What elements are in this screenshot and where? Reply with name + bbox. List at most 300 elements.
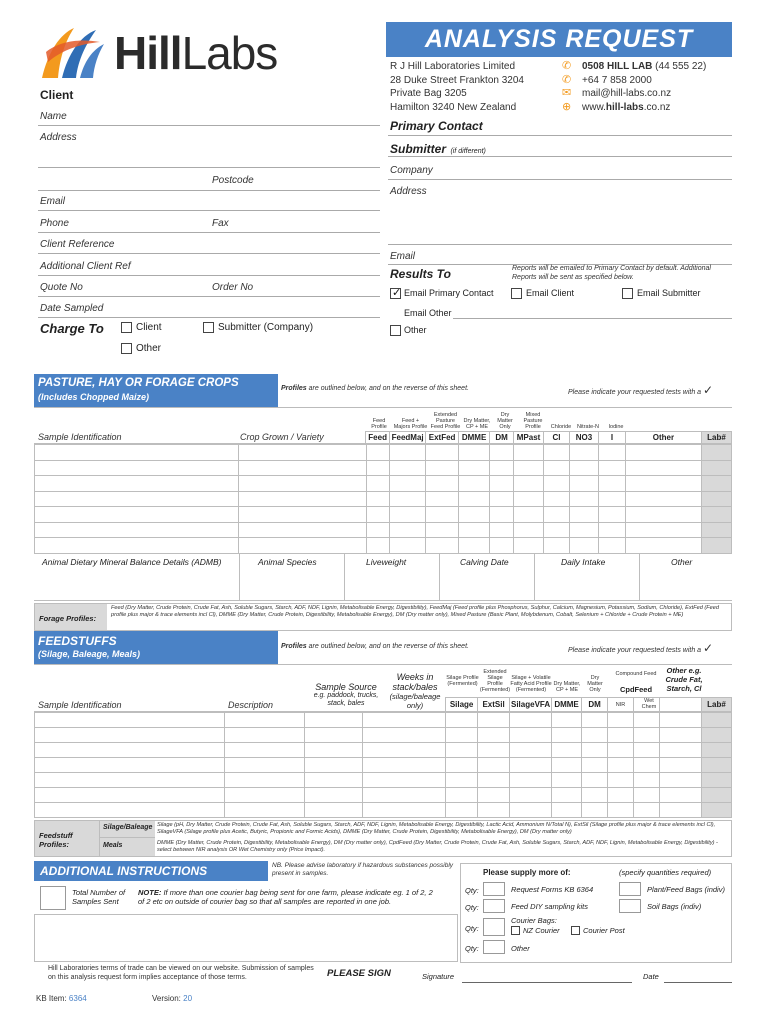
sample-cell[interactable] <box>238 507 366 523</box>
sample-cell[interactable] <box>390 522 426 538</box>
sample-cell[interactable] <box>544 460 570 476</box>
sample-cell[interactable] <box>634 773 660 788</box>
sample-cell[interactable] <box>304 773 362 788</box>
quote-no-label: Quote No <box>40 282 83 293</box>
col-desc-dmme: Dry Matter, CP + ME <box>463 418 491 430</box>
col-desc-feed: Feed Profile <box>371 418 387 430</box>
col-desc-cl: Chloride <box>550 424 572 430</box>
sample-cell[interactable] <box>478 758 510 773</box>
specify-note: (specify quantities required) <box>619 868 712 877</box>
col-desc-iodine: Iodine <box>608 424 624 430</box>
courier-post-checkbox[interactable] <box>571 926 580 935</box>
qty-diy-kits[interactable] <box>483 899 505 913</box>
sample-cell[interactable] <box>390 491 426 507</box>
sample-cell[interactable] <box>304 728 362 743</box>
signature-label: Signature <box>422 972 455 981</box>
sample-cell[interactable] <box>446 758 478 773</box>
pc-email-label: Email <box>390 251 416 262</box>
sample-cell[interactable] <box>490 491 514 507</box>
sample-cell[interactable] <box>599 460 626 476</box>
sample-cell[interactable] <box>238 538 366 554</box>
sample-row <box>35 460 732 476</box>
sample-cell[interactable] <box>35 476 239 492</box>
sample-cell[interactable] <box>426 491 459 507</box>
qty-plant-bags[interactable] <box>619 882 641 896</box>
lab-number-cell <box>701 713 731 728</box>
additional-client-ref-label: Additional Client Ref <box>40 261 131 272</box>
sample-cell[interactable] <box>660 773 702 788</box>
sample-cell[interactable] <box>224 788 304 803</box>
sample-cell[interactable] <box>459 507 490 523</box>
sample-cell[interactable] <box>634 788 660 803</box>
sample-cell[interactable] <box>490 445 514 461</box>
sample-cell[interactable] <box>570 522 599 538</box>
sample-cell[interactable] <box>634 713 660 728</box>
email-primary-contact-checkbox[interactable] <box>390 288 401 299</box>
sample-cell[interactable] <box>446 773 478 788</box>
sample-cell[interactable] <box>582 788 608 803</box>
meals-profile-text: DMME (Dry Matter, Crude Protein, Digestibility, Metabolisable Energy), DM (Dry matter only), CpdFeed (Dry Matter, Crude Protein, Crude Fat, Ash, Soluble Sugars, Starch, ADF, NDF, Lignin, Metabolisable Energy, Digestibility) - select between NIR analysis OR Wet Chemistry only (Price Impact). <box>157 840 718 853</box>
sample-cell[interactable] <box>35 728 225 743</box>
analysis-request-banner <box>386 22 732 57</box>
website-link[interactable]: www.hill-labs.co.nz <box>582 101 671 113</box>
sample-cell[interactable] <box>304 758 362 773</box>
code-fother <box>659 698 701 712</box>
sample-cell[interactable] <box>582 773 608 788</box>
pasture-title: PASTURE, HAY OR FORAGE CROPS <box>38 377 239 389</box>
sample-cell[interactable] <box>634 803 660 818</box>
feed-code-table <box>34 697 732 712</box>
email-label: Email <box>40 196 66 207</box>
code-fdmme: DMME <box>552 698 582 712</box>
sample-cell[interactable] <box>510 803 552 818</box>
sample-cell[interactable] <box>390 538 426 554</box>
sample-cell[interactable] <box>238 522 366 538</box>
sample-cell[interactable] <box>660 788 702 803</box>
sample-cell[interactable] <box>224 773 304 788</box>
sample-cell[interactable] <box>514 538 544 554</box>
tick-icon: ✓ <box>703 383 714 397</box>
code-mpast: MPast <box>514 432 544 444</box>
sample-cell[interactable] <box>35 522 239 538</box>
qty-soil-bags[interactable] <box>619 899 641 913</box>
sample-cell[interactable] <box>599 507 626 523</box>
sample-cell[interactable] <box>608 758 634 773</box>
qty-other[interactable] <box>483 940 505 954</box>
sample-row <box>35 713 732 728</box>
col-desc-dm: Dry Matter Only <box>497 412 513 430</box>
sample-cell[interactable] <box>660 743 702 758</box>
sample-row <box>35 758 732 773</box>
sample-cell[interactable] <box>599 522 626 538</box>
sample-cell[interactable] <box>366 491 390 507</box>
weeks-header: Weeks in stack/bales (silage/baleage only) <box>389 672 441 710</box>
feedstuffs-title: FEEDSTUFFS <box>38 634 117 648</box>
code-feedmaj: FeedMaj <box>391 433 424 442</box>
sample-cell[interactable] <box>459 476 490 492</box>
sample-row <box>35 728 732 743</box>
sample-cell[interactable] <box>366 507 390 523</box>
lab-number-cell <box>701 803 731 818</box>
lab-number-cell <box>701 788 731 803</box>
pasture-subtitle: (Includes Chopped Maize) <box>38 392 150 402</box>
date-sampled-label: Date Sampled <box>40 303 104 314</box>
email-submitter-label: Email Submitter <box>637 288 701 298</box>
sample-cell[interactable] <box>362 773 446 788</box>
request-forms-label: Request Forms KB 6364 <box>511 885 594 894</box>
sample-cell[interactable] <box>478 803 510 818</box>
sample-cell[interactable] <box>660 803 702 818</box>
sample-cell[interactable] <box>608 788 634 803</box>
charge-other-checkbox[interactable] <box>121 343 132 354</box>
hill-labs-logo <box>38 22 308 84</box>
sample-cell[interactable] <box>552 743 582 758</box>
feed-sample-id-header: Sample Identification <box>38 700 122 710</box>
code-silage: Silage <box>446 698 478 712</box>
sample-cell[interactable] <box>510 728 552 743</box>
sample-cell[interactable] <box>362 803 446 818</box>
additional-banner <box>34 861 268 881</box>
email-link[interactable]: mail@hill-labs.co.nz <box>582 88 672 99</box>
col-desc-extsil: Extended Silage Profile (Fermented) <box>479 669 511 693</box>
sample-cell[interactable] <box>390 445 426 461</box>
col-desc-wetchem: Wet Chem <box>641 698 657 710</box>
sample-row <box>35 445 732 461</box>
lab-number-cell <box>701 758 731 773</box>
col-desc-other: Other e.g. Crude Fat, Starch, Cl <box>665 666 703 693</box>
sample-cell[interactable] <box>608 743 634 758</box>
sample-cell[interactable] <box>626 507 702 523</box>
feedstuff-profiles-box <box>34 820 732 857</box>
sample-cell[interactable] <box>544 507 570 523</box>
other-supply-label: Other <box>511 944 530 953</box>
sample-cell[interactable] <box>660 728 702 743</box>
charge-client-label: Client <box>136 322 162 333</box>
postcode-label: Postcode <box>212 175 254 186</box>
logo-text-bold: Hill <box>114 27 182 79</box>
sample-cell[interactable] <box>514 507 544 523</box>
lab-number-cell <box>701 491 731 507</box>
sample-cell[interactable] <box>304 803 362 818</box>
qty-request-forms[interactable] <box>483 882 505 896</box>
sample-cell[interactable] <box>35 460 239 476</box>
sample-cell[interactable] <box>446 803 478 818</box>
code-silagevfa: SilageVFA <box>510 698 552 712</box>
pasture-sample-table <box>34 431 732 444</box>
sample-cell[interactable] <box>608 713 634 728</box>
email-client-checkbox[interactable] <box>511 288 522 299</box>
submitter-label: Submitter <box>390 142 447 156</box>
results-note: Reports will be emailed to Primary Contact by default. Additional Reports will be sent as specified below. <box>512 265 711 281</box>
sample-cell[interactable] <box>634 743 660 758</box>
sample-cell[interactable] <box>626 522 702 538</box>
sample-cell[interactable] <box>514 491 544 507</box>
lab-number-cell <box>701 476 731 492</box>
sample-cell[interactable] <box>478 728 510 743</box>
sample-cell[interactable] <box>366 476 390 492</box>
sample-cell[interactable] <box>35 803 225 818</box>
code-lab: Lab# <box>701 432 731 444</box>
sample-cell[interactable] <box>544 445 570 461</box>
sample-cell[interactable] <box>490 522 514 538</box>
email-submitter-checkbox[interactable] <box>622 288 633 299</box>
admb-label: Animal Dietary Mineral Balance Details (ADMB) <box>42 557 222 567</box>
sample-cell[interactable] <box>582 728 608 743</box>
charge-client-checkbox[interactable] <box>121 322 132 333</box>
sample-cell[interactable] <box>362 788 446 803</box>
sample-cell[interactable] <box>238 460 366 476</box>
sample-cell[interactable] <box>366 460 390 476</box>
qty-label: Qty: <box>465 924 479 933</box>
col-desc-fdmme: Dry Matter, CP + ME <box>553 681 581 693</box>
sample-cell[interactable] <box>446 788 478 803</box>
sample-cell[interactable] <box>304 743 362 758</box>
qty-label: Qty: <box>465 944 479 953</box>
pasture-indicate: Please indicate your requested tests with a ✓ <box>568 383 714 397</box>
sample-cell[interactable] <box>660 713 702 728</box>
sample-cell[interactable] <box>426 538 459 554</box>
sample-cell[interactable] <box>224 803 304 818</box>
sample-row <box>35 803 732 818</box>
calving-date-label: Calving Date <box>460 557 509 567</box>
sample-cell[interactable] <box>478 773 510 788</box>
qty-label: Qty: <box>465 903 479 912</box>
sample-cell[interactable] <box>35 713 225 728</box>
sample-cell[interactable] <box>224 728 304 743</box>
nz-courier-label: NZ Courier <box>523 926 560 935</box>
sample-cell[interactable] <box>366 522 390 538</box>
courier-bags-label: Courier Bags: <box>511 916 557 925</box>
animal-species-label: Animal Species <box>258 557 317 567</box>
sample-cell[interactable] <box>552 803 582 818</box>
lab-address <box>390 60 524 114</box>
address-line: Hamilton 3240 New Zealand <box>390 101 517 113</box>
logo-swoosh-icon <box>38 22 118 84</box>
sample-cell[interactable] <box>510 713 552 728</box>
sample-cell[interactable] <box>660 758 702 773</box>
total-samples-box[interactable] <box>40 886 66 910</box>
sample-cell[interactable] <box>608 803 634 818</box>
code-other: Other <box>625 432 701 444</box>
sample-cell[interactable] <box>224 743 304 758</box>
sample-cell[interactable] <box>224 758 304 773</box>
other-results-checkbox[interactable] <box>390 325 401 336</box>
courier-note: NOTE: If more than one courier bag being sent for one farm, please indicate eg. 1 of 2, 2 of 2 etc on outside of courier bag so that all samples are reported in one job. <box>138 888 433 906</box>
sample-cell[interactable] <box>390 460 426 476</box>
sample-cell[interactable] <box>238 445 366 461</box>
diy-kits-label: Feed DIY sampling kits <box>511 902 588 911</box>
sample-cell[interactable] <box>514 476 544 492</box>
sample-cell[interactable] <box>35 773 225 788</box>
sample-cell[interactable] <box>570 445 599 461</box>
sample-cell[interactable] <box>426 476 459 492</box>
pasture-banner <box>34 374 278 407</box>
sample-row <box>35 522 732 538</box>
sample-cell[interactable] <box>426 445 459 461</box>
client-heading: Client <box>40 88 74 102</box>
sample-cell[interactable] <box>362 758 446 773</box>
feedstuffs-banner <box>34 631 278 664</box>
charge-submitter-checkbox[interactable] <box>203 322 214 333</box>
sample-cell[interactable] <box>478 788 510 803</box>
sample-cell[interactable] <box>608 773 634 788</box>
lab-number-cell <box>701 445 731 461</box>
qty-courier-bags[interactable] <box>483 918 505 936</box>
sample-cell[interactable] <box>390 507 426 523</box>
sample-cell[interactable] <box>570 476 599 492</box>
sample-cell[interactable] <box>238 491 366 507</box>
sample-cell[interactable] <box>552 773 582 788</box>
code-cpdfeed: CpdFeed <box>619 685 653 694</box>
name-label: Name <box>40 111 67 122</box>
sample-cell[interactable] <box>35 758 225 773</box>
client-reference-label: Client Reference <box>40 239 115 250</box>
sample-cell[interactable] <box>35 538 239 554</box>
sample-cell[interactable] <box>490 538 514 554</box>
sample-cell[interactable] <box>582 743 608 758</box>
sample-cell[interactable] <box>544 538 570 554</box>
address-line: 28 Duke Street Frankton 3204 <box>390 74 524 86</box>
kb-item: KB Item: 6364 <box>36 994 87 1003</box>
sample-cell[interactable] <box>459 460 490 476</box>
sample-cell[interactable] <box>599 491 626 507</box>
sample-cell[interactable] <box>35 491 239 507</box>
sample-cell[interactable] <box>599 538 626 554</box>
other-results-label: Other <box>404 325 427 335</box>
sample-cell[interactable] <box>552 788 582 803</box>
please-sign-label: PLEASE SIGN <box>327 968 391 979</box>
sample-cell[interactable] <box>459 491 490 507</box>
sample-cell[interactable] <box>582 713 608 728</box>
sample-cell[interactable] <box>478 743 510 758</box>
sample-row <box>35 476 732 492</box>
sample-cell[interactable] <box>366 538 390 554</box>
sample-cell[interactable] <box>426 507 459 523</box>
sample-cell[interactable] <box>626 445 702 461</box>
sample-cell[interactable] <box>390 476 426 492</box>
sample-cell[interactable] <box>626 476 702 492</box>
code-extfed: ExtFed <box>426 432 459 444</box>
code-fdm: DM <box>582 698 608 712</box>
sample-cell[interactable] <box>510 758 552 773</box>
lab-number-cell <box>701 538 731 554</box>
lab-number-cell <box>701 460 731 476</box>
sample-cell[interactable] <box>510 773 552 788</box>
sample-cell[interactable] <box>634 728 660 743</box>
sample-cell[interactable] <box>446 743 478 758</box>
sample-cell[interactable] <box>552 728 582 743</box>
sample-cell[interactable] <box>510 743 552 758</box>
sample-cell[interactable] <box>35 507 239 523</box>
sample-cell[interactable] <box>570 538 599 554</box>
sample-cell[interactable] <box>544 476 570 492</box>
mail-icon: ✉ <box>562 87 572 99</box>
sample-cell[interactable] <box>362 743 446 758</box>
sample-cell[interactable] <box>544 522 570 538</box>
sample-cell[interactable] <box>362 713 446 728</box>
submitter-note: (if different) <box>450 148 486 155</box>
sample-cell[interactable] <box>362 728 446 743</box>
sample-cell[interactable] <box>35 743 225 758</box>
sample-cell[interactable] <box>608 728 634 743</box>
forage-profiles-label: Forage Profiles: <box>39 614 97 623</box>
col-desc-extfed: Extended Pasture Feed Profile <box>430 412 461 430</box>
pasture-crop-header: Crop Grown / Variety <box>240 432 324 442</box>
sample-cell[interactable] <box>478 713 510 728</box>
feed-code-row <box>34 698 732 712</box>
sample-cell[interactable] <box>626 491 702 507</box>
additional-instructions-area[interactable] <box>34 914 458 962</box>
sample-cell[interactable] <box>599 476 626 492</box>
sample-cell[interactable] <box>599 445 626 461</box>
sample-cell[interactable] <box>626 460 702 476</box>
lab-number-cell <box>701 522 731 538</box>
silage-baleage-label: Silage/Baleage <box>103 824 153 831</box>
phone-label: Phone <box>40 218 69 229</box>
phone-number[interactable]: +64 7 858 2000 <box>582 74 652 86</box>
sample-cell[interactable] <box>570 507 599 523</box>
col-desc-fdm: Dry Matter Only <box>587 675 603 693</box>
col-desc-mpast: Mixed Pasture Profile <box>523 412 543 430</box>
sample-cell[interactable] <box>544 491 570 507</box>
soil-bags-label: Soil Bags (indiv) <box>647 902 702 911</box>
sample-cell[interactable] <box>426 522 459 538</box>
code-feed: Feed <box>366 432 390 444</box>
code-dmme: DMME <box>459 432 490 444</box>
sample-cell[interactable] <box>459 538 490 554</box>
sample-cell[interactable] <box>626 538 702 554</box>
sample-cell[interactable] <box>224 713 304 728</box>
sample-cell[interactable] <box>304 788 362 803</box>
lab-number-cell <box>701 728 731 743</box>
nz-courier-checkbox[interactable] <box>511 926 520 935</box>
sample-cell[interactable] <box>35 445 239 461</box>
sample-cell[interactable] <box>552 713 582 728</box>
sample-cell[interactable] <box>446 713 478 728</box>
sample-cell[interactable] <box>582 758 608 773</box>
sample-cell[interactable] <box>490 460 514 476</box>
sample-cell[interactable] <box>490 476 514 492</box>
total-samples-label: Total Number of Samples Sent <box>72 888 126 906</box>
sample-cell[interactable] <box>514 445 544 461</box>
sample-cell[interactable] <box>490 507 514 523</box>
sample-cell[interactable] <box>634 758 660 773</box>
sample-cell[interactable] <box>366 445 390 461</box>
sample-cell[interactable] <box>514 460 544 476</box>
version: Version: 20 <box>152 994 193 1003</box>
lab-number-cell <box>701 743 731 758</box>
courier-post-label: Courier Post <box>583 926 625 935</box>
pasture-profiles-note: Profiles are outlined below, and on the reverse of this sheet. <box>281 385 469 392</box>
sample-cell[interactable] <box>304 713 362 728</box>
sample-cell[interactable] <box>570 491 599 507</box>
sample-cell[interactable] <box>514 522 544 538</box>
sample-cell[interactable] <box>459 445 490 461</box>
sample-cell[interactable] <box>35 788 225 803</box>
sample-cell[interactable] <box>459 522 490 538</box>
sample-cell[interactable] <box>446 728 478 743</box>
code-wetchem <box>634 698 660 712</box>
sample-cell[interactable] <box>582 803 608 818</box>
pasture-sample-id-header: Sample Identification <box>38 432 122 442</box>
sample-cell[interactable] <box>238 476 366 492</box>
code-nir: NIR <box>608 698 634 712</box>
feed-rows <box>34 712 732 818</box>
sample-cell[interactable] <box>570 460 599 476</box>
sample-cell[interactable] <box>510 788 552 803</box>
sample-cell[interactable] <box>426 460 459 476</box>
sample-cell[interactable] <box>552 758 582 773</box>
